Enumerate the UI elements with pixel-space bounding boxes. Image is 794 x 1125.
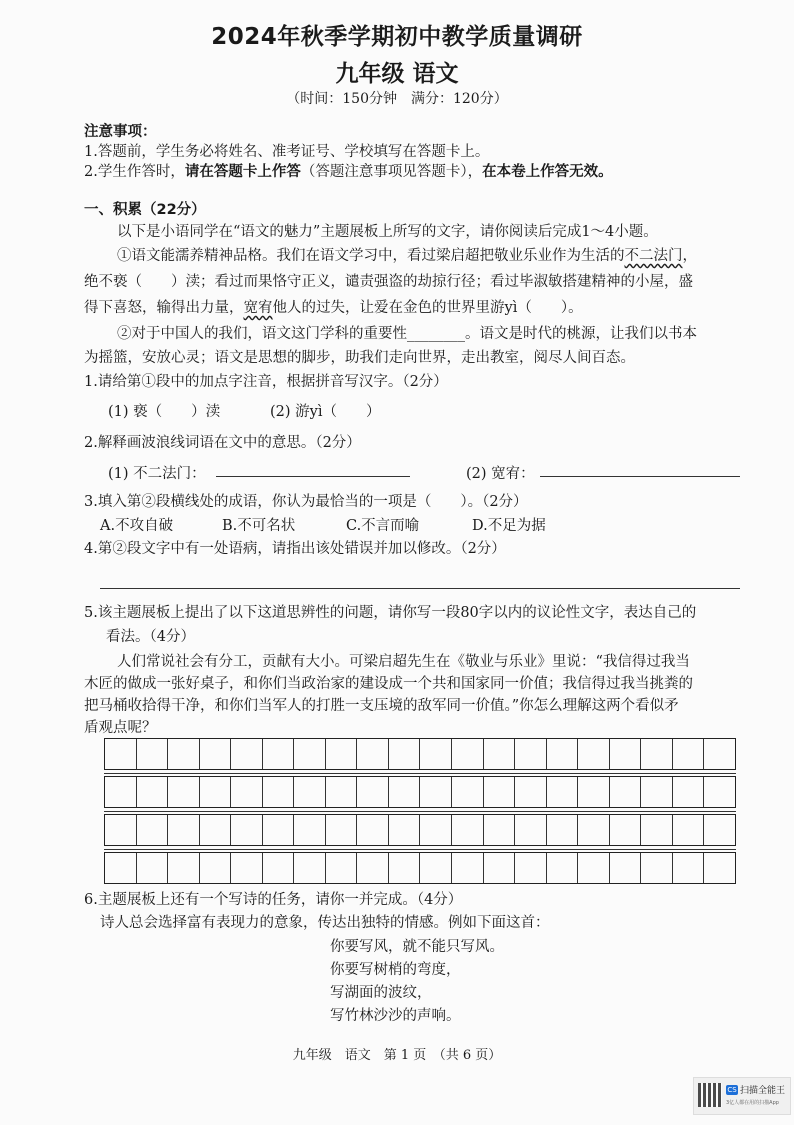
answer-grid-row[interactable] (104, 852, 736, 884)
section-heading: 一、积累（22分） (84, 202, 206, 218)
poem-line-3: 写湖面的波纹， (330, 985, 432, 1001)
grid-separator (104, 849, 736, 850)
paragraph-1-line-3: 得下喜怒，输得出力量，宽宥他人的过失，让爱在金色的世界里游yì（ ）。 (84, 300, 583, 316)
option-c: C.不言而喻 (346, 518, 420, 534)
question-5-passage-line-2: 木匠的做成一张好桌子，和你们当政治家的建设成一个共和国家同一价值；我信得过我当挑粪的 (84, 676, 693, 692)
paragraph-1-line-2: 绝不亵（ ）渎；看过而果恪守正义，谴责强盗的劫掠行径；看过毕淑敏搭建精神的小屋，盛 (84, 274, 693, 290)
answer-line-2b[interactable] (540, 476, 740, 477)
exam-subtitle: 九年级 语文 (335, 61, 459, 87)
question-2-b: (2) 宽宥： (466, 466, 535, 482)
notes-heading: 注意事项： (84, 124, 157, 140)
section-intro: 以下是小语同学在“语文的魅力”主题展板上所写的文字，请你阅读后完成1～4小题。 (117, 224, 658, 240)
question-1: 1.请给第①段中的加点字注音，根据拼音写汉字。（2分） (84, 374, 448, 390)
option-a: A.不攻自破 (100, 518, 174, 534)
notes-item-2: 2.学生作答时，请在答题卡上作答（答题注意事项见答题卡），在本卷上作答无效。 (84, 164, 613, 180)
camscanner-logo-icon: CS (727, 1086, 737, 1094)
exam-meta: （时间：150分钟 满分：120分） (286, 91, 508, 107)
question-1-a: (1) 亵（ ）渎 (108, 404, 221, 420)
exam-title: 2024年秋季学期初中教学质量调研 (211, 24, 583, 50)
answer-line-4[interactable] (100, 588, 740, 589)
question-2-a: (1) 不二法门： (108, 466, 206, 482)
answer-grid-row[interactable] (104, 776, 736, 808)
question-5-line-2: 看法。（4分） (106, 629, 195, 645)
answer-grid-row[interactable] (104, 814, 736, 846)
paragraph-2-line-2: 为摇篮，安放心灵；语文是思想的脚步，助我们走向世界，走出教室，阅尽人间百态。 (84, 350, 635, 366)
question-1-b: (2) 游yì（ ） (270, 404, 381, 420)
scanner-badge (693, 1077, 791, 1115)
paragraph-1-line-1: ①语文能濡养精神品格。我们在语文学习中，看过梁启超把敬业乐业作为生活的不二法门， (117, 248, 697, 264)
paragraph-2-line-1: ②对于中国人的我们，语文这门学科的重要性________。语文是时代的桃源，让我们以书本 (117, 326, 697, 342)
scanner-app-tagline: 3亿人都在用的扫描App (726, 1100, 779, 1106)
notes-item-1: 1.答题前，学生务必将姓名、准考证号、学校填写在答题卡上。 (84, 144, 490, 160)
question-5-line-1: 5.该主题展板上提出了以下这道思辨性的问题，请你写一段80字以内的议论性文字，表达自己的 (84, 605, 697, 621)
question-5-passage-line-4: 盾观点呢？ (84, 720, 157, 736)
poem-line-4: 写竹林沙沙的声响。 (330, 1008, 461, 1024)
scanner-app-name: 扫描全能王 (740, 1086, 786, 1096)
question-6-intro: 诗人总会选择富有表现力的意象，传达出独特的情感。例如下面这首： (100, 915, 550, 931)
qr-code-icon (698, 1083, 722, 1107)
question-6: 6.主题展板上还有一个写诗的任务，请你一并完成。（4分） (84, 892, 463, 908)
grid-separator (104, 811, 736, 812)
question-5-passage-line-1: 人们常说社会有分工，贡献有大小。可梁启超先生在《敬业与乐业》里说：“我信得过我当 (117, 654, 690, 670)
question-4: 4.第②段文字中有一处语病，请指出该处错误并加以修改。（2分） (84, 541, 506, 557)
question-3: 3.填入第②段横线处的成语，你认为最恰当的一项是（ ）。（2分） (84, 494, 528, 510)
question-2: 2.解释画波浪线词语在文中的意思。（2分） (84, 435, 361, 451)
poem-line-1: 你要写风，就不能只写风。 (330, 939, 504, 955)
page-footer: 九年级 语文 第 1 页 （共 6 页） (292, 1048, 502, 1063)
option-d: D.不足为据 (472, 518, 546, 534)
question-5-passage-line-3: 把马桶收拾得干净，和你们当军人的打胜一支压境的敌军同一价值。”你怎么理解这两个看似矛 (84, 698, 679, 714)
option-b: B.不可名状 (222, 518, 296, 534)
poem-line-2: 你要写树梢的弯度， (330, 962, 461, 978)
grid-separator (104, 773, 736, 774)
answer-grid-row[interactable] (104, 738, 736, 770)
answer-line-2a[interactable] (216, 476, 410, 477)
